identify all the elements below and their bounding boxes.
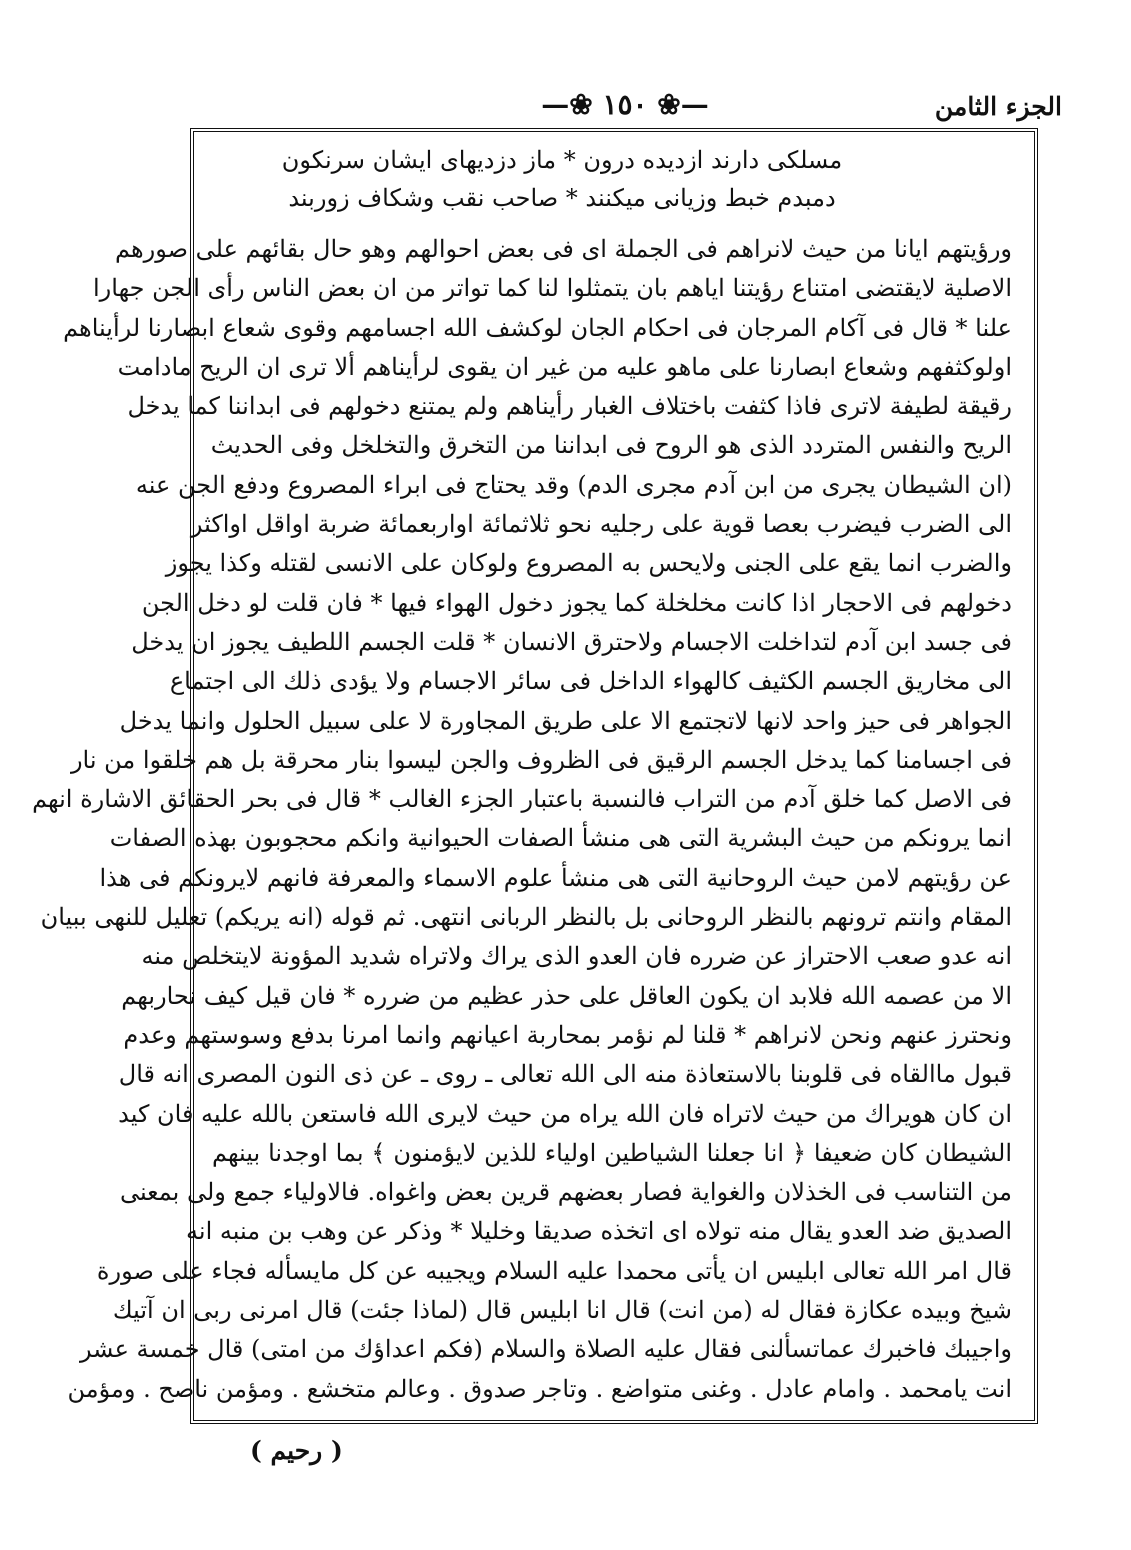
body-line: فى اجسامنا كما يدخل الجسم الرقيق فى الظروف والجن ليسوا بنار محرقة بل هم خلقوا من نار bbox=[70, 745, 1012, 774]
verse-line-2: دمبدم خبط وزیانی میکنند * صاحب نقب وشکاف زوربند bbox=[288, 184, 836, 212]
body-line: الا من عصمه الله فلابد ان يكون العاقل على حذر عظيم من ضرره * فان قيل كيف نحاربهم bbox=[121, 981, 1012, 1010]
body-line: فى جسد ابن آدم لتداخلت الاجسام ولاحترق الانسان * قلت الجسم اللطيف يجوز ان يدخل bbox=[131, 627, 1012, 656]
body-line: انه عدو صعب الاحتراز عن ضرره فان العدو الذى يراك ولاتراه شديد المؤونة لايتخلص منه bbox=[141, 942, 1012, 971]
body-line: اولوكثفهم وشعاع ابصارنا على ماهو عليه من غير ان يقوى لرأيناهم ألا ترى ان الريح مادامت bbox=[117, 352, 1012, 381]
body-line: انت يامحمد . وامام عادل . وغنى متواضع . وتاجر صدوق . وعالم متخشع . ومؤمن ناصح . ومؤمن bbox=[67, 1374, 1012, 1403]
body-line: عن رؤيتهم لامن حيث الروحانية التى هى منشأ علوم الاسماء والمعرفة فانهم لايرونكم فى هذا bbox=[99, 863, 1012, 892]
body-line: شيخ وبيده عكازة فقال له (من انت) قال انا ابليس قال (لماذا جئت) قال امرنى ربى ان آتيك bbox=[112, 1296, 1012, 1325]
body-line: رقيقة لطيفة لاترى فاذا كثفت باختلاف الغبار رأيناهم ولم يمتنع دخولهم فى ابداننا كما يدخل bbox=[127, 392, 1012, 421]
page-header bbox=[190, 88, 1062, 128]
body-line: ان كان هويراك من حيث لاتراه فان الله يراه من حيث لايرى الله فاستعن بالله عليه فان كيد bbox=[118, 1099, 1012, 1128]
body-line: (ان الشيطان يجرى من ابن آدم مجرى الدم) وقد يحتاج فى ابراء المصروع ودفع الجن عنه bbox=[135, 470, 1012, 499]
page-number: —❀ ١٥٠ ❀— bbox=[541, 88, 709, 121]
body-line: الصديق ضد العدو يقال منه تولاه اى اتخذه صديقا وخليلا * وذكر عن وهب بن منبه انه bbox=[186, 1217, 1012, 1246]
body-line: انما يرونكم من حيث البشرية التى هى منشأ الصفات الحيوانية وانكم محجوبون بهذه الصفات bbox=[109, 824, 1012, 853]
body-line: من التناسب فى الخذلان والغواية فصار بعضهم قرين بعض واغواه. فالاولياء جمع ولى بمعنى bbox=[119, 1178, 1012, 1207]
body-line: واجيبك فاخبرك عماتسألنى فقال عليه الصلاة والسلام (فكم اعداؤك من امتى) قال خمسة عشر bbox=[79, 1335, 1012, 1364]
body-line: الريح والنفس المتردد الذى هو الروح فى ابداننا من التخرق والتخلخل وفى الحديث bbox=[210, 431, 1012, 460]
catchword: ( رحيم ) bbox=[250, 1436, 343, 1465]
body-line: والضرب انما يقع على الجنى ولايحس به المصروع ولوكان على الانسى لقتله وكذا يجوز bbox=[165, 549, 1012, 578]
body-line: علنا * قال فى آكام المرجان فى احكام الجان لوكشف الله اجسامهم وقوى شعاع ابصارنا لرأيناهم bbox=[63, 313, 1012, 342]
body-line: الى مخاريق الجسم الكثيف كالهواء الداخل فى سائر الاجسام ولا يؤدى ذلك الى اجتماع bbox=[169, 667, 1012, 696]
body-line: المقام وانتم ترونهم بالنظر الروحانى بل بالنظر الربانى انتهى. ثم قوله (انه يريكم) تعليل للنهى ببيان bbox=[40, 903, 1012, 932]
body-line: ورؤيتهم ايانا من حيث لانراهم فى الجملة اى فى بعض احوالهم وهو حال بقائهم على صورهم bbox=[115, 235, 1012, 263]
body-line: الى الضرب فيضرب بعصا قوية على رجليه نحو ثلاثمائة اواربعمائة ضربة اواقل اواكثر bbox=[190, 510, 1012, 539]
body-line: قبول ماالقاه فى قلوبنا بالاستعاذة منه الى الله تعالى ـ روى ـ عن ذى النون المصرى انه قال bbox=[118, 1060, 1012, 1089]
body-line: الجواهر فى حيز واحد لانها لاتجتمع الا على طريق المجاورة لا على سبيل الحلول وانما يدخل bbox=[119, 706, 1012, 735]
body-line: ونحترز عنهم ونحن لانراهم * قلنا لم نؤمر بمحاربة اعيانهم وانما امرنا بدفع وسوستهم وعدم bbox=[123, 1020, 1012, 1049]
body-line: دخولهم فى الاحجار اذا كانت مخلخلة كما يجوز دخول الهواء فيها * فان قلت لو دخل الجن bbox=[141, 588, 1012, 617]
body-line: فى الاصل كما خلق آدم من التراب فالنسبة باعتبار الجزء الغالب * قال فى بحر الحقائق الاشارة انهم bbox=[32, 785, 1012, 814]
body-text bbox=[32, 230, 1012, 1409]
body-line: الشيطان كان ضعيفا ﴿ انا جعلنا الشياطين اولياء للذين لايؤمنون ﴾ بما اوجدنا بينهم bbox=[212, 1138, 1012, 1167]
body-line: الاصلية لايقتضى امتناع رؤيتنا اياهم بان يتمثلوا لنا كما تواتر من ان بعض الناس رأى الجن جهارا bbox=[93, 274, 1012, 303]
verse-line-1: مسلکی دارند ازدیده درون * ماز دزدیهای ایشان سرنکون bbox=[281, 146, 843, 174]
part-label: الجزء الثامن bbox=[934, 92, 1062, 121]
body-line: قال امر الله تعالى ابليس ان يأتى محمدا عليه السلام ويجيبه عن كل مايسأله فجاء على صورة bbox=[96, 1256, 1012, 1285]
